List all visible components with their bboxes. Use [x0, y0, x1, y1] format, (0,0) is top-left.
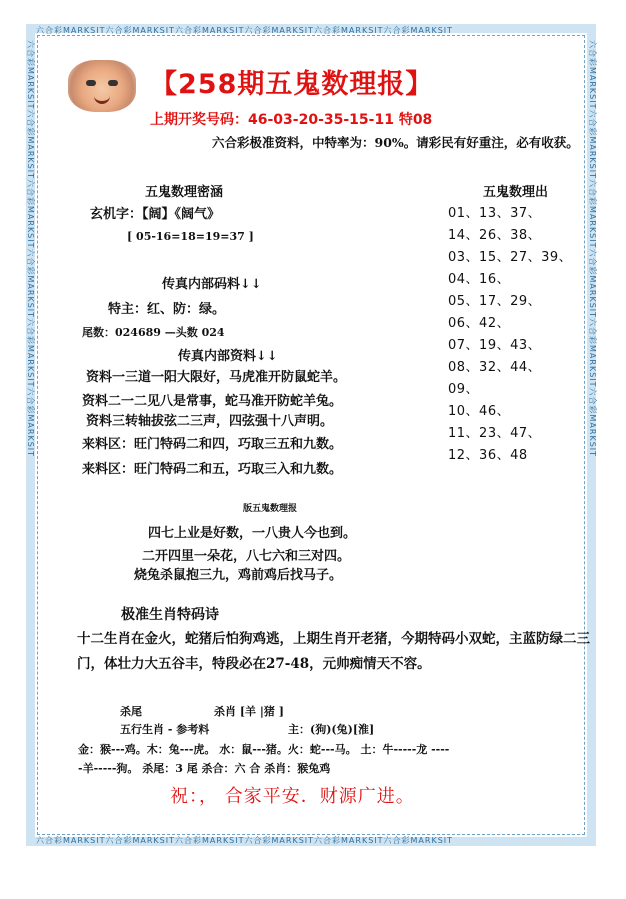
number-row: 12、36、48 — [448, 448, 528, 463]
fax-title-1: 传真内部码料↓↓ — [162, 277, 262, 292]
info-line-5: 来料区：旺门特码二和五，巧取三入和九数。 — [82, 462, 343, 477]
number-row: 08、32、44、 — [448, 360, 542, 375]
number-row: 11、23、47、 — [448, 426, 542, 441]
number-row: 07、19、43、 — [448, 338, 542, 353]
verse-1: 四七上业是好数，一八贵人今也到。 — [148, 526, 357, 541]
number-row: 14、26、38、 — [448, 228, 542, 243]
elements-line-1: 金：猴---鸡。木：兔---虎。 水：鼠---猪。火：蛇---马。 土：牛-----龙 ---- — [78, 743, 450, 756]
left-section-title: 五鬼数理密涵 — [145, 185, 224, 200]
info-line-1: 资料一三道一阳大限好，马虎准开防鼠蛇羊。 — [86, 370, 347, 385]
number-row: 05、17、29、 — [448, 294, 542, 309]
xuanji-numbers: [ 05-16=18=19=37 ] — [127, 230, 254, 243]
special-color: 特主：红、防：绿。 — [108, 302, 226, 317]
watermark-left: 六合彩MARKSIT六合彩MARKSIT六合彩MARKSIT六合彩MARKSIT六合彩MARKSIT六合彩MARKSIT — [26, 40, 35, 458]
verse-3: 烧兔杀鼠抱三九，鸡前鸡后找马子。 — [134, 568, 343, 583]
verse-2: 二开四里一朵花，八七六和三对四。 — [142, 549, 351, 564]
number-row: 04、16、 — [448, 272, 511, 287]
watermark-bottom: 六合彩MARKSIT六合彩MARKSIT六合彩MARKSIT六合彩MARKSIT六合彩MARKSIT六合彩MARKSIT — [36, 836, 454, 845]
number-row: 01、13、37、 — [448, 206, 542, 221]
number-row: 10、46、 — [448, 404, 511, 419]
number-row: 06、42、 — [448, 316, 511, 331]
info-line-3: 资料三转轴拔弦二三声，四弦强十八声明。 — [86, 414, 334, 429]
kill-tail: 杀尾 — [120, 705, 142, 718]
main-zodiac: 主：(狗)(兔)[淮] — [288, 723, 375, 736]
small-title: 版五鬼数理报 — [243, 504, 298, 514]
page-title: 【258期五鬼数理报】 — [150, 69, 434, 100]
intro-text: 六合彩极准资料，中特率为：90%。请彩民有好重注，必有收获。 — [212, 135, 579, 150]
number-row: 09、 — [448, 382, 480, 397]
fax-title-2: 传真内部资料↓↓ — [178, 349, 278, 364]
watermark-top: 六合彩MARKSIT六合彩MARKSIT六合彩MARKSIT六合彩MARKSIT六合彩MARKSIT六合彩MARKSIT — [36, 26, 454, 35]
previous-draw: 上期开奖号码：46-03-20-35-15-11 特08 — [150, 112, 433, 128]
number-list — [448, 203, 572, 467]
blessing-text: 祝：， 合家平安．财源广进。 — [170, 786, 415, 807]
wuxing-label: 五行生肖 - 参考料 — [120, 723, 210, 736]
info-line-4: 来料区：旺门特码二和四，巧取三五和九数。 — [82, 437, 343, 452]
poem-text: 十二生肖在金火，蛇猪后怕狗鸡逃，上期生肖开老猪，今期特码小双蛇，主蓝防绿二三门，体壮力大五谷丰，特段必在27-48，元帅痴情天不容。 — [77, 631, 590, 672]
number-row: 03、15、27、39、 — [448, 250, 573, 265]
kill-zodiac: 杀肖 [羊 |猪 ] — [214, 705, 284, 718]
xuanji-text: 玄机字：【阔】《阔气》 — [90, 207, 221, 222]
elements-line-2: -羊-----狗。 杀尾：3 尾 杀合：六 合 杀肖：猴兔鸡 — [78, 762, 331, 775]
info-line-2: 资料二一二见八是常事，蛇马准开防蛇羊兔。 — [82, 394, 343, 409]
tail-numbers: 尾数：024689 —头数 024 — [82, 326, 225, 339]
portrait-photo — [68, 60, 136, 112]
poem-title: 极准生肖特码诗 — [121, 607, 219, 623]
right-section-title: 五鬼数理出 — [483, 185, 549, 200]
watermark-right: 六合彩MARKSIT六合彩MARKSIT六合彩MARKSIT六合彩MARKSIT六合彩MARKSIT六合彩MARKSIT — [588, 40, 597, 458]
